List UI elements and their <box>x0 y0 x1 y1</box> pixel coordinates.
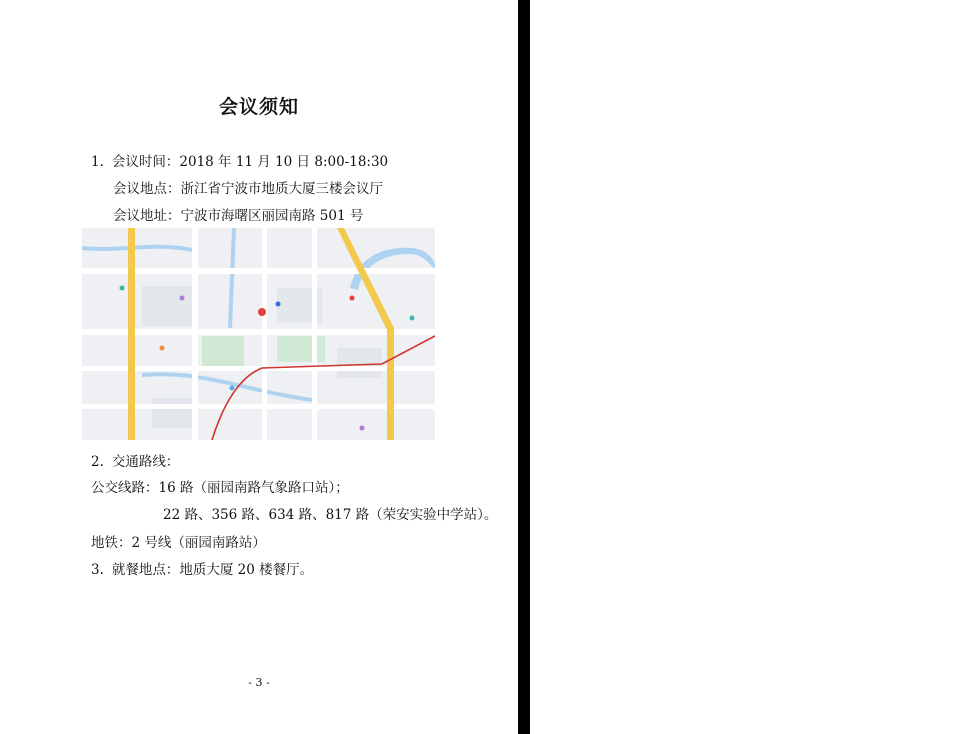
item-number: 2. <box>91 454 104 470</box>
dining-place: 就餐地点：地质大厦 20 楼餐厅。 <box>111 562 314 578</box>
map-block <box>337 348 382 378</box>
map-graphic <box>82 228 435 440</box>
map-block <box>152 398 192 428</box>
poi-dot-icon <box>180 296 185 301</box>
page-divider <box>518 0 530 734</box>
location-pin-icon <box>258 308 266 316</box>
map-park <box>277 336 325 362</box>
metro-route: 地铁：2 号线（丽园南路站） <box>91 535 266 551</box>
transport-heading-line <box>91 450 179 470</box>
map-road <box>312 228 317 440</box>
meeting-place: 会议地点：浙江省宁波市地质大厦三楼会议厅 <box>113 181 383 197</box>
meeting-time: 会议时间：2018 年 11 月 10 日 8:00-18:30 <box>111 154 389 170</box>
map-road <box>262 228 267 440</box>
poi-dot-icon <box>230 386 235 391</box>
map-road <box>192 228 198 440</box>
blank-page <box>530 0 960 734</box>
bus-route-1: 公交线路：16 路（丽园南路气象路口站）； <box>91 480 349 496</box>
bus-route-2: 22 路、356 路、634 路、817 路（荣安实验中学站）。 <box>163 507 498 523</box>
poi-dot-icon <box>120 286 125 291</box>
poi-dot-icon <box>410 316 415 321</box>
poi-dot-icon <box>276 302 281 307</box>
item-number: 3. <box>91 562 104 578</box>
location-map[interactable] <box>82 228 435 440</box>
poi-dot-icon <box>360 426 365 431</box>
poi-dot-icon <box>350 296 355 301</box>
transport-heading: 交通路线： <box>111 454 180 470</box>
map-block <box>142 286 197 326</box>
meeting-time-line <box>91 150 388 170</box>
map-highway <box>128 228 135 440</box>
page-number: - 3 - <box>248 676 270 689</box>
dining-line <box>91 558 313 578</box>
page-title: 会议须知 <box>218 96 299 118</box>
item-number: 1. <box>91 154 104 170</box>
map-park <box>202 336 244 368</box>
meeting-address: 会议地址：宁波市海曙区丽园南路 501 号 <box>113 208 364 224</box>
poi-dot-icon <box>160 346 165 351</box>
